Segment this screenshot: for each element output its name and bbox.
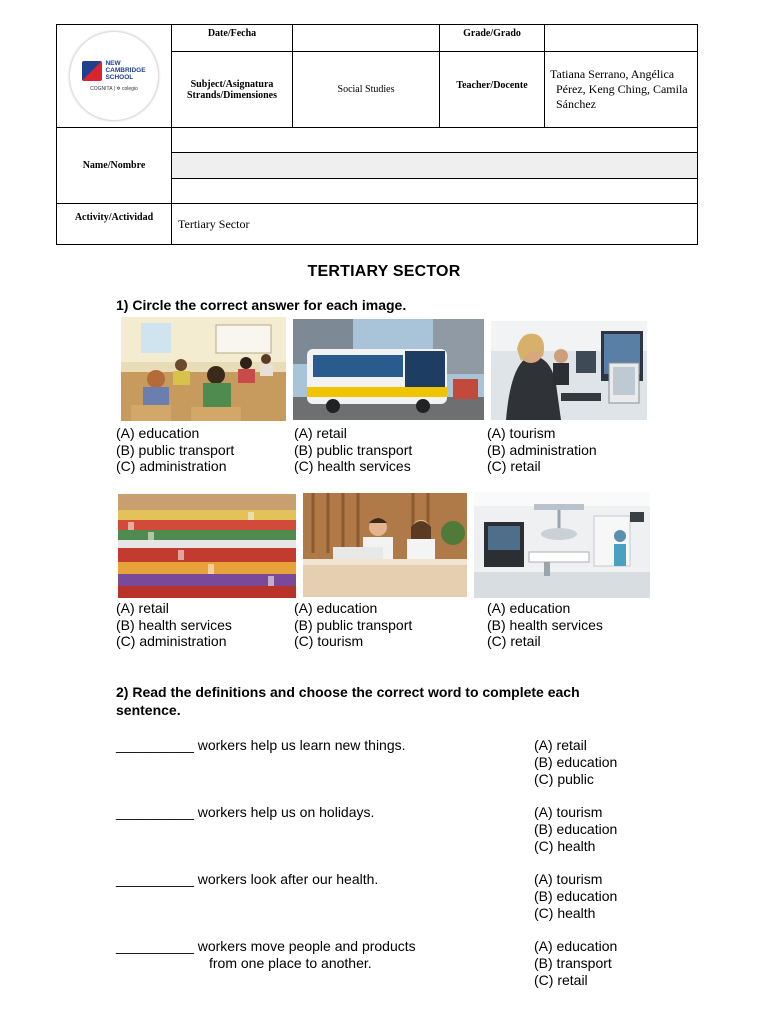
q1-option-a[interactable]: (A) retail [534,737,587,753]
date-label: Date/Fecha [172,25,293,52]
section2-heading-line-2: sentence. [116,702,181,718]
q3-option-b[interactable]: (B) education [534,887,618,904]
bus-photo [293,319,484,420]
subject-label-line-2: Strands/Dimensiones [186,89,277,101]
option-3b[interactable]: (B) administration [487,441,597,458]
q2-option-c[interactable]: (C) health [534,837,596,854]
options-group-1 [116,425,234,475]
grocery-store-photo [118,494,296,598]
q1-option-b[interactable]: (B) education [534,753,618,770]
question-1-sentence: __________ workers help us learn new things. [116,737,406,753]
subject-value: Social Studies [293,52,440,128]
name-field-line-3[interactable] [172,179,698,204]
question-2-sentence: __________ workers help us on holidays. [116,804,375,820]
q2-option-b[interactable]: (B) education [534,820,618,837]
q2-option-a[interactable]: (A) tourism [534,804,603,820]
question-3-sentence: __________ workers look after our health. [116,871,379,887]
teacher-line-1: Tatiana Serrano, Angélica [550,67,675,81]
grade-label: Grade/Grado [440,25,545,52]
options-group-4 [116,600,232,650]
date-field[interactable] [293,25,440,52]
name-field-line-1[interactable] [172,128,698,153]
hospital-room-photo [474,492,650,598]
option-6c[interactable]: (C) retail [487,633,541,649]
section1-heading: 1) Circle the correct answer for each image. [116,297,407,313]
question-4-choices [534,938,617,988]
school-logo-cell [57,25,172,128]
option-1a[interactable]: (A) education [116,425,200,441]
option-3c[interactable]: (C) retail [487,458,541,474]
hotel-reception-photo [303,493,467,597]
activity-label: Activity/Actividad [57,204,172,245]
teacher-value [545,52,698,128]
teacher-line-2: Pérez, Keng Ching, Camila [556,82,688,96]
option-2a[interactable]: (A) retail [294,425,347,441]
name-label: Name/Nombre [57,128,172,204]
teacher-line-3: Sánchez [556,97,596,111]
question-2-choices [534,804,617,854]
option-1c[interactable]: (C) administration [116,458,227,474]
school-logo [69,31,159,121]
header-table [56,24,698,245]
subject-label [172,52,293,128]
q4-option-b[interactable]: (B) transport [534,954,612,971]
option-2b[interactable]: (B) public transport [294,441,413,458]
school-shield-icon [82,61,102,81]
option-3a[interactable]: (A) tourism [487,425,556,441]
logo-line-2: CAMBRIDGE [105,67,146,74]
activity-value: Tertiary Sector [172,204,698,245]
option-5b[interactable]: (B) public transport [294,616,413,633]
question-4-line-1: __________ workers move people and products [116,938,416,954]
section2-heading-line-1: 2) Read the definitions and choose the correct word to complete each [116,684,580,700]
grade-field[interactable] [545,25,698,52]
question-3-choices [534,871,617,921]
question-4-line-2: from one place to another. [209,955,372,971]
subject-label-line-1: Subject/Asignatura [190,78,274,90]
question-4-sentence [116,938,416,972]
options-group-5 [294,600,412,650]
name-field-line-2[interactable] [172,153,698,179]
logo-line-1: NEW [105,60,121,67]
option-5c[interactable]: (C) tourism [294,633,364,649]
option-6a[interactable]: (A) education [487,600,571,616]
option-6b[interactable]: (B) health services [487,616,603,633]
option-2c[interactable]: (C) health services [294,458,411,474]
page-title: TERTIARY SECTOR [307,263,461,280]
q3-option-a[interactable]: (A) tourism [534,871,603,887]
options-group-2 [294,425,412,475]
options-group-6 [487,600,603,650]
option-4c[interactable]: (C) administration [116,633,227,649]
option-4b[interactable]: (B) health services [116,616,232,633]
q3-option-c[interactable]: (C) health [534,904,596,921]
section2-heading [116,683,580,719]
q4-option-c[interactable]: (C) retail [534,971,588,988]
classroom-photo [121,317,286,421]
q1-option-c[interactable]: (C) public [534,770,594,787]
options-group-3 [487,425,597,475]
office-worker-photo [491,321,647,420]
teacher-label: Teacher/Docente [440,52,545,128]
option-5a[interactable]: (A) education [294,600,378,616]
option-4a[interactable]: (A) retail [116,600,169,616]
option-1b[interactable]: (B) public transport [116,441,235,458]
q4-option-a[interactable]: (A) education [534,938,618,954]
question-1-choices [534,737,617,787]
logo-line-3: SCHOOL [105,74,134,81]
logo-subtitle: COGNITA | ✲ colegio [90,86,138,92]
